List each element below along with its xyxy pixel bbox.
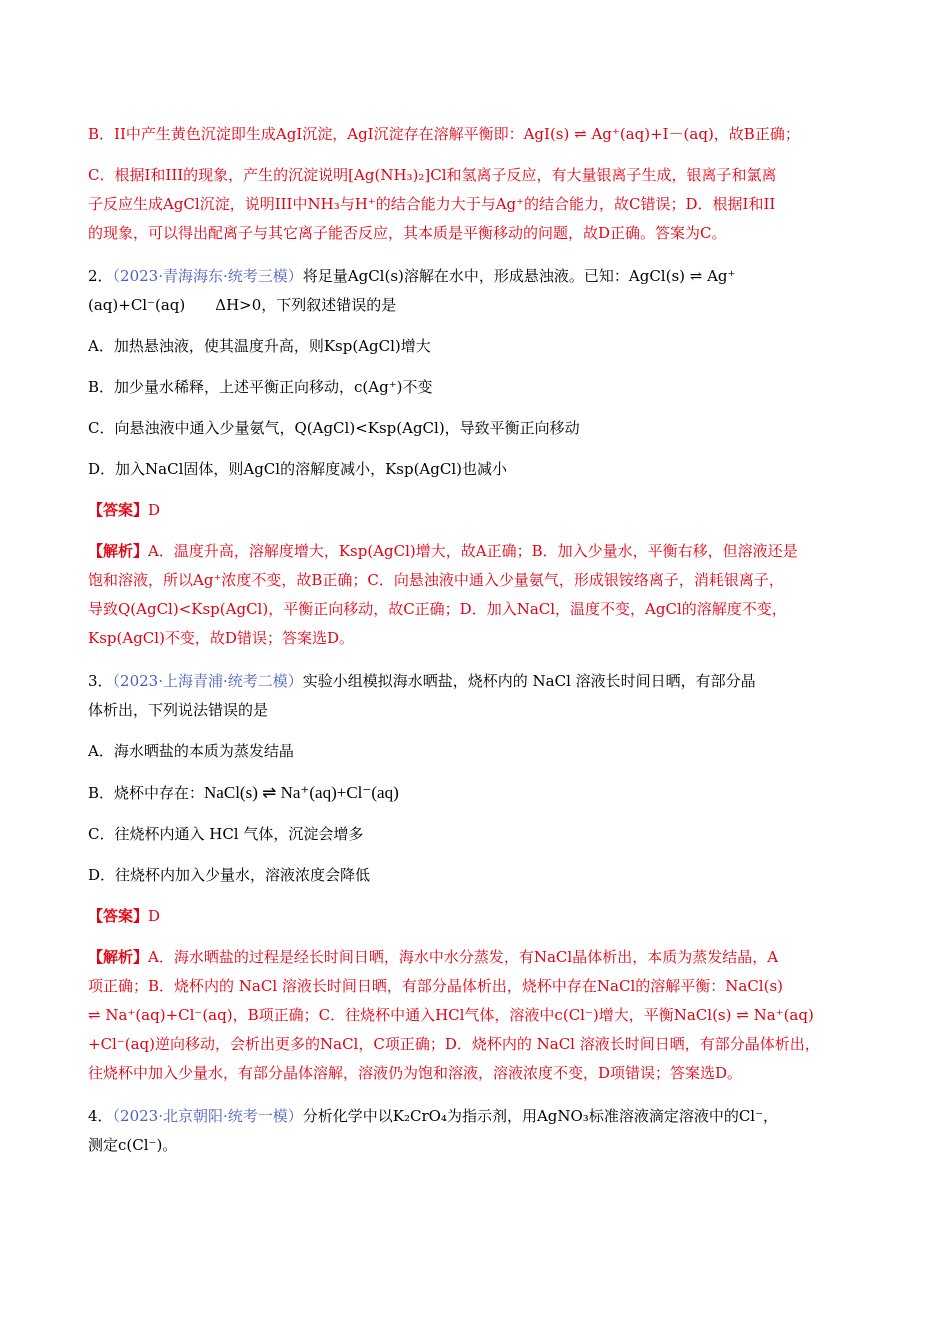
q2-option-c: C．向悬浊液中通入少量氨气，Q(AgCl)<Ksp(AgCl)，导致平衡正向移动 <box>88 419 580 437</box>
q4-stem-line2: 测定c(Cl⁻)。 <box>88 1136 178 1154</box>
q1-analysis-c-line2: 子反应生成AgCl沉淀，说明III中NH₃与H⁺的结合能力大于与Ag⁺的结合能力，故C错误；D．根据I和II <box>88 195 776 213</box>
q3-option-c: C．往烧杯内通入 HCl 气体，沉淀会增多 <box>88 825 364 843</box>
q3-analysis-line5: 往烧杯中加入少量水，有部分晶体溶解，溶液仍为饱和溶液，溶液浓度不变，D项错误；答案选D。 <box>88 1064 743 1082</box>
q2-option-a: A．加热悬浊液，使其温度升高，则Ksp(AgCl)增大 <box>88 337 431 355</box>
q3-answer-label: 【答案】 <box>88 907 149 925</box>
q3-source: （2023·上海青浦·统考二模） <box>112 672 303 690</box>
q2-analysis-line3: 导致Q(AgCl)<Ksp(AgCl)，平衡正向移动，故C正确；D．加入NaCl，温度不变，AgCl的溶解度不变， <box>88 600 787 618</box>
q2-analysis-label: 【解析】 <box>88 542 149 560</box>
q3-stem-text: 实验小组模拟海水晒盐，烧杯内的 NaCl 溶液长时间日晒，有部分晶 <box>302 672 756 690</box>
q2-answer-label: 【答案】 <box>88 501 149 519</box>
q2-analysis-line2: 饱和溶液，所以Ag⁺浓度不变，故B正确；C．向悬浊液中通入少量氨气，形成银铵络离子，消耗银离子， <box>88 571 784 589</box>
q2-stem-text: 将足量AgCl(s)溶解在水中，形成悬浊液。已知：AgCl(s) ⇌ Ag⁺ <box>302 267 736 285</box>
q3-analysis-line4: +Cl⁻(aq)逆向移动，会析出更多的NaCl，C项正确；D．烧杯内的 NaCl 溶液长时间日晒，有部分晶体析出， <box>88 1035 820 1053</box>
q2-stem-line1 <box>88 262 878 291</box>
q3-answer-value: D <box>148 907 161 925</box>
q2-number: 2． <box>88 267 113 285</box>
q2-option-d: D．加入NaCl固体，则AgCl的溶解度减小，Ksp(AgCl)也减小 <box>88 460 507 478</box>
q4-stem-line1 <box>88 1102 878 1131</box>
q1-analysis-b: B．II中产生黄色沉淀即生成AgI沉淀，AgI沉淀存在溶解平衡即：AgI(s) ⇌ Ag⁺(aq)+I－(aq)，故B正确； <box>88 125 800 143</box>
q2-answer-value: D <box>148 501 161 519</box>
q3-option-b <box>88 778 878 808</box>
q2-answer <box>88 496 878 525</box>
q3-answer <box>88 902 878 931</box>
q2-analysis-line4: Ksp(AgCl)不变，故D错误；答案选D。 <box>88 629 354 647</box>
q3-option-b-formula: NaCl(s) ⇌ Na⁺(aq)+Cl⁻(aq) <box>204 783 399 802</box>
q3-analysis-line1 <box>88 943 878 972</box>
q1-analysis-c-line3: 的现象，可以得出配离子与其它离子能否反应，其本质是平衡移动的问题，故D正确。答案为C。 <box>88 224 727 242</box>
q3-option-b-prefix: B．烧杯中存在： <box>88 784 205 802</box>
q3-stem-line2: 体析出，下列说法错误的是 <box>88 701 269 719</box>
q2-analysis-text1: A．温度升高，溶解度增大，Ksp(AgCl)增大，故A正确；B．加入少量水，平衡右移，但溶液还是 <box>148 542 798 560</box>
q2-source: （2023·青海海东·统考三模） <box>112 267 303 285</box>
q3-analysis-line2: 项正确；B．烧杯内的 NaCl 溶液长时间日晒，有部分晶体析出，烧杯中存在NaCl的溶解平衡：NaCl(s) <box>88 977 783 995</box>
q4-number: 4． <box>88 1107 113 1125</box>
q3-analysis-label: 【解析】 <box>88 948 149 966</box>
q3-analysis-line3: ⇌ Na⁺(aq)+Cl⁻(aq)，B项正确；C．往烧杯中通入HCl气体，溶液中c(Cl⁻)增大，平衡NaCl(s) ⇌ Na⁺(aq) <box>88 1006 814 1024</box>
q3-option-a: A．海水晒盐的本质为蒸发结晶 <box>88 742 294 760</box>
q3-stem-line1 <box>88 667 878 696</box>
document-page <box>88 120 878 1160</box>
q3-option-d: D．往烧杯内加入少量水，溶液浓度会降低 <box>88 866 371 884</box>
q4-stem-text: 分析化学中以K₂CrO₄为指示剂，用AgNO₃标准溶液滴定溶液中的Cl⁻， <box>302 1107 779 1125</box>
q4-source: （2023·北京朝阳·统考一模） <box>112 1107 303 1125</box>
q3-number: 3． <box>88 672 113 690</box>
q2-option-b: B．加少量水稀释，上述平衡正向移动，c(Ag⁺)不变 <box>88 378 433 396</box>
q1-analysis-c-line1: C．根据I和III的现象，产生的沉淀说明[Ag(NH₃)₂]Cl和氢离子反应，有大量银离子生成，银离子和氯离 <box>88 166 777 184</box>
q2-analysis-line1 <box>88 537 878 566</box>
q3-analysis-text1: A．海水晒盐的过程是经长时间日晒，海水中水分蒸发，有NaCl晶体析出，本质为蒸发结晶，A <box>148 948 779 966</box>
q2-stem-line2: (aq)+Cl⁻(aq) ΔH>0，下列叙述错误的是 <box>88 296 397 314</box>
